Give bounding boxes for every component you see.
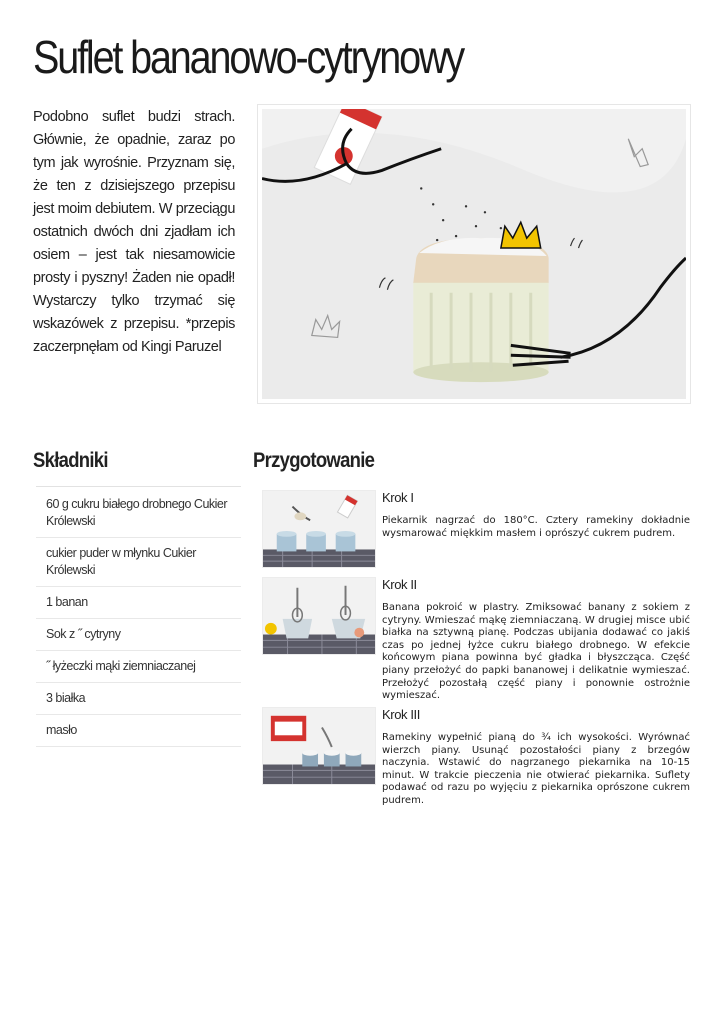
- step-3: [262, 707, 692, 806]
- ingredient-item: ˝ łyżeczki mąki ziemniaczanej: [36, 651, 241, 683]
- ingredients-list: [36, 486, 241, 747]
- ingredient-item: cukier puder w młynku Cukier Królewski: [36, 538, 241, 587]
- preparation-heading: Przygotowanie: [253, 449, 375, 472]
- step-1-text: Piekarnik nagrzać do 180°C. Cztery ramekiny dokładnie wysmarować miękkim masłem i oprószyć cukrem pudrem.: [382, 515, 690, 539]
- souffle-illustration: [262, 109, 686, 399]
- ingredient-item: Sok z ˝ cytryny: [36, 619, 241, 651]
- ingredient-item: 60 g cukru białego drobnego Cukier Królewski: [36, 487, 241, 538]
- step-1: [262, 490, 692, 570]
- step-2-text: Banana pokroić w plastry. Zmiksować banany z sokiem z cytryny. Wmieszać mąkę ziemniaczaną. W drugiej misce ubić białka na sztywną pianę. Podczas ubijania dodawać co jakiś czas po jednej łyżce cukru białego drobnego. W efekcie końcowym piana powinna być gładka i błyszcząca. Część piany przełożyć do papki bananowej i delikatnie wymieszać. Przełożyć pozostałą część piany i ponownie ostrożnie wymieszać.: [382, 602, 690, 702]
- page-title: Suflet bananowo-cytrynowy: [33, 31, 464, 83]
- step-3-title: Krok III: [382, 707, 420, 722]
- ingredient-item: 1 banan: [36, 587, 241, 619]
- step-3-text: Ramekiny wypełnić pianą do ¾ ich wysokości. Wyrównać wierzch piany. Usunąć pozostałości piany z brzegów naczynia. Wstawić do nagrzanego piekarnika na 10-15 minut. W trakcie pieczenia nie otwierać piekarnika. Suflety podawać od razu po wyjęciu z piekarnika oprószone cukrem pudrem.: [382, 732, 690, 806]
- step-2-title: Krok II: [382, 577, 417, 592]
- ingredients-heading: Składniki: [33, 449, 108, 472]
- step-2-image: [262, 577, 376, 655]
- step-2: [262, 577, 692, 701]
- intro-paragraph: Podobno suflet budzi strach. Głównie, że opadnie, zaraz po tym jak wyrośnie. Przyznam się, że ten z dzisiejszego przepisu jest moim debiutem. W przeciągu ostatnich dwóch dni zjadłam ich osiem – jest tak niesamowicie prosty i pyszny! Żaden nie opadł! Wystarczy tylko trzymać się wskazówek z przepisu. *przepis zaczerpnęłam od Kingi Paruzel: [33, 109, 235, 355]
- step-1-image: [262, 490, 376, 568]
- hero-image: [257, 104, 691, 404]
- ingredient-item: 3 białka: [36, 683, 241, 715]
- step-3-image: [262, 707, 376, 785]
- step-1-title: Krok I: [382, 490, 414, 505]
- ingredient-item: masło: [36, 715, 241, 747]
